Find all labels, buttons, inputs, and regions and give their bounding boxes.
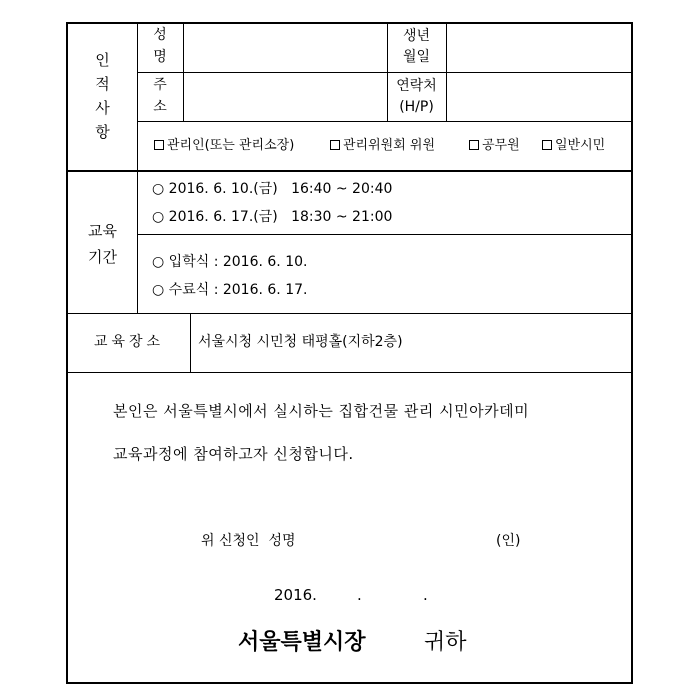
contact-label — [387, 76, 446, 118]
date-dot: . — [423, 586, 428, 604]
divider — [68, 372, 633, 373]
address-field[interactable] — [190, 87, 380, 107]
declaration-line: 교육과정에 참여하고자 신청합니다. — [113, 445, 354, 463]
date-dot: . — [357, 586, 362, 604]
label-char: 성 — [153, 27, 167, 43]
period-label — [68, 218, 137, 270]
label-line: 생년 — [402, 28, 431, 44]
label-line: 교육 — [88, 222, 117, 240]
checkbox-label: 일반시민 — [555, 138, 606, 153]
application-form — [66, 22, 633, 684]
divider — [137, 121, 633, 122]
label-line: (H/P) — [399, 99, 434, 115]
address-label — [137, 74, 183, 118]
personal-info-label — [68, 48, 137, 144]
checkbox-icon[interactable] — [469, 140, 479, 150]
label-char: 사 — [95, 99, 110, 117]
divider — [68, 170, 633, 172]
checkbox-official[interactable] — [469, 137, 520, 155]
label-line: 월일 — [402, 49, 431, 65]
checkbox-label: 관리인(또는 관리소장) — [167, 138, 295, 153]
divider — [137, 72, 633, 73]
honorific: 귀하 — [424, 630, 467, 655]
label-char: 항 — [95, 123, 110, 141]
label-line: 연락처 — [396, 78, 437, 94]
name-field[interactable] — [190, 38, 380, 58]
label-char: 인 — [95, 51, 110, 69]
applicant-label: 위 신청인 성명 — [201, 533, 296, 549]
checkbox-citizen[interactable] — [542, 137, 605, 155]
checkbox-icon[interactable] — [542, 140, 552, 150]
name-label — [137, 24, 183, 68]
checkbox-manager[interactable] — [154, 137, 294, 155]
label-line: 기간 — [88, 248, 117, 266]
divider — [137, 234, 633, 235]
ceremony-item: ○ 수료식 : 2016. 6. 17. — [152, 282, 308, 298]
dob-label — [387, 26, 446, 68]
checkbox-label: 공무원 — [482, 138, 520, 153]
divider — [190, 313, 191, 372]
checkbox-committee[interactable] — [330, 137, 435, 155]
contact-field[interactable] — [453, 87, 623, 107]
ceremony-item: ○ 입학식 : 2016. 6. 10. — [152, 254, 308, 270]
divider — [183, 24, 184, 121]
declaration-line: 본인은 서울특별시에서 실시하는 집합건물 관리 시민아카데미 — [113, 402, 530, 420]
session-item: ○ 2016. 6. 17.(금) 18:30 ~ 21:00 — [152, 209, 393, 225]
checkbox-label: 관리위원회 위원 — [343, 138, 436, 153]
session-item: ○ 2016. 6. 10.(금) 16:40 ~ 20:40 — [152, 181, 393, 197]
seal-mark: (인) — [496, 533, 521, 549]
label-char: 주 — [153, 77, 167, 93]
divider — [68, 313, 633, 314]
checkbox-icon[interactable] — [330, 140, 340, 150]
checkbox-icon[interactable] — [154, 140, 164, 150]
venue-label: 교육장소 — [93, 334, 165, 350]
label-char: 명 — [153, 49, 167, 65]
label-char: 소 — [153, 99, 167, 115]
dob-field[interactable] — [453, 38, 623, 58]
addressee: 서울특별시장 — [238, 630, 366, 655]
venue-value: 서울시청 시민청 태평홀(지하2층) — [198, 334, 403, 350]
date-year: 2016. — [274, 586, 317, 604]
divider — [446, 24, 447, 121]
label-char: 적 — [95, 75, 110, 93]
